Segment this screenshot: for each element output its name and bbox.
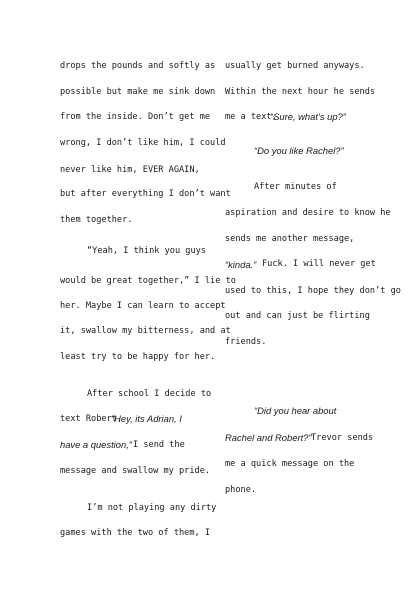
right-line-2: Within the next hour he sends — [225, 87, 376, 97]
right-line-1: usually get burned anyways. — [225, 61, 365, 71]
left-line-11: it, swallow my bitterness, and at — [60, 326, 231, 336]
right-italic-did-you-hear: “Did you hear about — [254, 405, 337, 416]
right-line-sends: sends me another message, — [225, 234, 355, 244]
right-line-quick: me a quick message on the — [225, 459, 355, 469]
left-line-send: I send the — [133, 440, 185, 450]
left-line-7: them together. — [60, 215, 133, 225]
left-line-2: possible but make me sink down — [60, 87, 216, 97]
right-line-aspiration: aspiration and desire to know he — [225, 208, 391, 218]
right-italic-kinda: “kinda.” — [225, 259, 257, 270]
right-line-fuck: Fuck. I will never get — [262, 259, 376, 269]
right-line-out: out and can just be flirting — [225, 311, 370, 321]
right-line-trevor: Trevor sends — [311, 433, 374, 443]
left-line-9: would be great together,” I lie to — [60, 276, 236, 286]
left-italic-question: have a question,” — [60, 439, 132, 450]
left-line-17: message and swallow my pride. — [60, 466, 211, 476]
left-line-1: drops the pounds and softly as — [60, 61, 216, 71]
right-line-phone: phone. — [225, 485, 257, 495]
left-line-19: games with the two of them, I — [60, 528, 211, 538]
right-line-3: me a text, — [225, 112, 277, 122]
right-italic-rachel-robert: Rachel and Robert?” — [225, 432, 312, 443]
right-italic-sure: “Sure, what’s up?” — [270, 111, 346, 122]
right-line-minutes: After minutes of — [254, 182, 337, 192]
left-line-3: from the inside. Don’t get me — [60, 112, 211, 122]
left-line-12: least try to be happy for her. — [60, 352, 216, 362]
left-line-18: I’m not playing any dirty — [87, 503, 217, 513]
left-line-5: never like him, EVER AGAIN, — [60, 165, 200, 175]
left-line-6: but after everything I don’t want — [60, 189, 231, 199]
left-line-14: text Robert, — [60, 414, 123, 424]
left-line-8: “Yeah, I think you guys — [87, 246, 206, 256]
left-line-4: wrong, I don’t like him, I could — [60, 138, 226, 148]
right-line-used: used to this, I hope they don’t go — [225, 286, 401, 296]
left-italic-hey: “Hey, its Adrian, I — [111, 413, 182, 424]
right-line-friends: friends. — [225, 337, 267, 347]
left-line-13: After school I decide to — [87, 389, 212, 399]
right-italic-rachel: “Do you like Rachel?” — [254, 145, 344, 156]
left-line-10: her. Maybe I can learn to accept — [60, 301, 226, 311]
